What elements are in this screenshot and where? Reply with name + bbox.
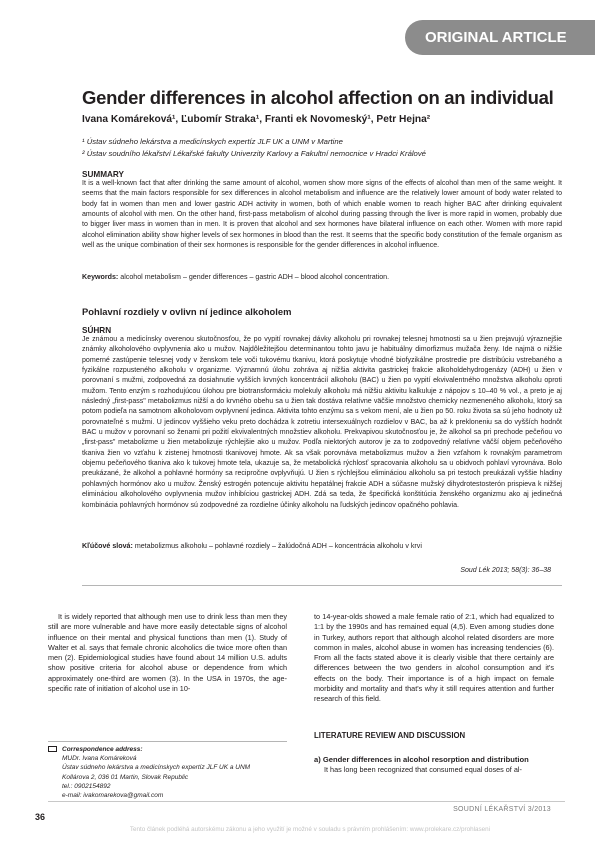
page-number: 36 xyxy=(35,812,46,822)
section-heading: LITERATURE REVIEW AND DISCUSSION xyxy=(314,730,466,740)
envelope-icon xyxy=(48,746,57,752)
intro-paragraph: It is widely reported that although men use to drink less than men they still are more vulnerable and have more easily detectable signs of alcohol influence on their mental and physical functions than men (1). Study of Walter et al. says that female chronic alcoholics die twice more often than men (2). Epidemiological studies have found about 14 million U.S. adults show positive criteria for alcohol abuse or dependence from which approximately one-third are women (3). In the USA in 1970s, the age-specific rate of initiation of alcohol use in 10- xyxy=(48,612,287,694)
correspondence-line: Kollárova 2, 036 01 Martin, Slovak Republic xyxy=(62,773,189,781)
keywords-text: alcohol metabolism – gender differences – gastric ADH – blood alcohol concentration. xyxy=(120,273,390,281)
keywords-label: Keywords: xyxy=(82,273,119,281)
intro-continued-paragraph: to 14-year-olds showed a male female ratio of 2:1, which had equalized to 1:1 by the 1990s and has remained equal (4,5). Even among studies done in Turkey, authors report that although alcohol related disorders are more common in males, alcohol abuse in women has increasing tendencies (6). From all the facts stated above it is clearly visible that there certainly are differences between the two genders in alcohol consumption and it's effects on the body. Their importance is of a high impact on female morbidity and mortality and that's why it still requires attention and further research of this field. xyxy=(314,612,554,704)
slovak-keywords-line xyxy=(82,542,562,550)
subsection-heading: a) Gender differences in alcohol resorption and distribution xyxy=(314,754,529,764)
affiliation-2: ² Ústav soudního lékařství Lékařské fakulty Univerzity Karlovy a Fakultní nemocnice v Hradci Králové xyxy=(82,149,426,158)
suhrn-heading: SÚHRN xyxy=(82,326,112,335)
slovak-keywords-label: Kľúčové slová: xyxy=(82,542,133,550)
correspondence-block xyxy=(62,745,287,800)
suhrn-text: Je známou a medicínsky overenou skutočnosťou, že po vypití rovnakej dávky alkoholu pri rovnakej telesnej hmotnosti sa u žien prejavujú výraznejšie známky alkoholového ovplyvnenia ako u mužov. Najdôležitejšou determinantou tohto javu je habituálny dimorfizmus mužača ženy. Ide najmä o nižšie pomerné zastúpenie telesnej vody v ženskom tele voči tukovému tkanivu, ktorá poskytuje vhodné biofyzikálne prostredie pre distribúciu vstrebaného a fyzikálne rozpusteného alkoholu v organizme. Významnú úlohu zohráva aj nižšia aktivita gastrickej frakcie alkoholdehydrogenázy (ADH) u žien v porovnaní s mužmi, zodpovedná za dosiahnutie vyšších krvných koncentrácií alkoholu (BAC) u žien po vypití ekvivalentného množstva alkoholu oproti mužom. Tento enzým s rozhodujúcou úlohou pre biotransformáciu molekuly alkoholu má nižšiu aktivitu kalkuluje z nápojov s 10–40 % vol., a preto je aj následný „first-pass" metabolizmus nižší a do krvného obehu sa u žien tak dostáva relatívne väčšie množstvo chemicky nezmeneného alkoholu, ktorý sa potom podieľa na samotnom alkoholovom ovplyvnení jedinca. Aktivita tohto enzýmu sa s vekom mení, ale u žien po 50. roku života sa sú jeho hodnoty už porovnateľné s mužmi. U jedincov vyššieho veku preto dochádza k zotretiu intersexuálnych rozdielov v BAC, ba až k prekloneniu sa do vyšších hodnôt BAC u mužov v porovnaní so ženami pri požití ekvivalentných množstiev alkoholu. Prekvapivou skutočnosťou je, že alkohol sa pri prechode pečeňou vo „first-pass" metabolizme u žien metabolizuje rýchlejšie ako u mužov. Podľa niektorých autorov je za to zodpovedný relatívne väčší objem pečeňového tkaniva žien vo vzťahu k zistenej hmotnosti tkanivovej hmote. Ak sa však porovnáva metabolizmus mužov a žien vzťahom k rovnakým parametrom objemu pečeňového tkaniva ako k tukovej hmote tela, ukazuje sa, že metabolická rýchlosť spracovania alkoholu sa u obidvoch pohlaví vyrovnáva. Bolo preukázané, že alkohol a pohlavné hormóny sa recipročne ovplyvňujú. U žien s rýchlejšou elimináciou alkoholu sa pri testoch preukázali vyššie hladiny pohlavných hormónov ako u mužov. Ženský estrogén potencuje aktivitu hepatálnej frakcie ADH a súčasne mužský dihydrotestosterón prispieva k nižšej elimináciou alkoholového ovplyvnenia mužov inhibíciou gastrickej ADH. Zdá sa teda, že špecifická konštitúcia ženského organizmu ako aj jedinečná kombinácia pohlavných hormónov sú zodpovedné za rozdielne účinky alkoholu na ľudských jedincov opačného pohlavia. xyxy=(82,336,562,509)
author-list: Ivana Komáreková¹, Ľubomír Straka¹, Franti ek Novomeský¹, Petr Hejna² xyxy=(82,114,431,125)
suhrn-block xyxy=(82,326,562,511)
abstract-divider xyxy=(82,585,562,586)
article-type-tag: ORIGINAL ARTICLE xyxy=(405,20,595,55)
keywords-line xyxy=(82,273,562,281)
journal-footer: SOUDNÍ LÉKAŘSTVÍ 3/2013 xyxy=(453,806,551,813)
citation: Soud Lék 2013; 58(3): 36–38 xyxy=(460,567,551,574)
correspondence-line: e-mail: ivakomarekova@gmail.com xyxy=(62,792,164,800)
subsection-text: It has long been recognized that consumed equal doses of al- xyxy=(324,765,522,775)
left-column xyxy=(48,612,287,694)
article-title: Gender differences in alcohol affection on an individual xyxy=(82,87,554,108)
summary-text: It is a well-known fact that after drinking the same amount of alcohol, women show more signs of the effects of alcohol than men of the same weight. It seems that the main factors responsible for sex differences in alcohol metabolism and influence are the relatively lower amount of body water related to body fat in women than men and lower gastric ADH activity in women, both of which enable women to reach higher BAC after drinking equivalent amounts of alcohol with men. On the other hand, first-pass metabolism of alcohol during passing through the liver is more rapid in women, probably due to bigger liver mass in women than in men. It is proven that alcohol and sex hormones have bilateral influence on each other. Women with more rapid alcohol elimination ability show higher levels of sex hormones in blood than the rest. It seems that the specific body constitution of the female organism as well as the unique combination of their sex hormones is responsible for the gender differences in alcohol influence. xyxy=(82,180,562,250)
summary-heading: SUMMARY xyxy=(82,170,124,179)
correspondence-line: Ústav súdneho lekárstva a medicínskych expertíz JLF UK a UNM xyxy=(62,764,251,772)
correspondence-line: tel.: 0902154892 xyxy=(62,782,111,790)
slovak-keywords-text: metabolizmus alkoholu – pohlavné rozdiely – žalúdočná ADH – koncentrácia alkoholu v krvi xyxy=(134,542,422,550)
affiliation-1: ¹ Ústav súdneho lekárstva a medicínskych expertíz JLF UK a UNM v Martine xyxy=(82,137,343,146)
copyright-note: Tento článek podléhá autorskému zákonu a jeho využití je možné v souladu s právním prohlášením: www.prolekare.cz/prohlaseni xyxy=(129,826,491,833)
correspondence-heading-row xyxy=(62,745,287,754)
summary-block xyxy=(82,170,562,251)
footer-divider xyxy=(48,801,565,802)
correspondence-line: MUDr. Ivana Komáreková xyxy=(62,755,137,763)
slovak-title: Pohlavní rozdiely v ovlivn ní jedince alkoholem xyxy=(82,306,292,317)
right-column xyxy=(314,612,554,776)
correspondence-heading: Correspondence address: xyxy=(62,746,143,753)
correspondence-divider xyxy=(48,741,287,742)
